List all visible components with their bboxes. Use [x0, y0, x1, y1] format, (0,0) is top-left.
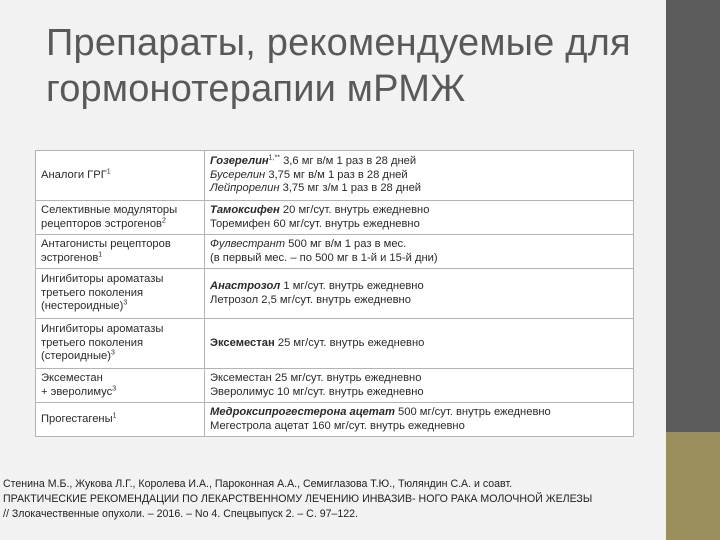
table-row — [36, 269, 634, 319]
side-decor-bar — [666, 0, 720, 432]
drug-name: Эксеместан — [210, 372, 272, 385]
dosage-cell — [205, 201, 634, 235]
drug-name: Торемифен — [210, 217, 271, 230]
dosage-line — [210, 204, 628, 217]
table-row — [36, 151, 634, 201]
dosage-line — [210, 337, 628, 350]
dosage-line — [210, 420, 628, 433]
drug-dose: 3,75 мг з/м 1 раз в 28 дней — [279, 182, 422, 195]
drug-name: Тамоксифен — [210, 204, 280, 217]
drug-dose: 10 мг/сут. внутрь ежедневно — [273, 385, 424, 398]
dosage-cell — [205, 403, 634, 437]
drug-dose: 500 мг/сут. внутрь ежедневно — [394, 406, 551, 419]
category-footnote-mark: 1 — [106, 168, 111, 176]
category-text: Ингибиторы ароматазы — [41, 323, 164, 336]
drug-dose: 160 мг/сут. внутрь ежедневно — [308, 419, 465, 432]
category-footnote-mark: 3 — [110, 349, 115, 357]
drug-table-container — [35, 150, 634, 437]
slide-title — [46, 20, 646, 112]
dosage-line — [210, 155, 628, 168]
drug-dose: 20 мг/сут. внутрь ежедневно — [279, 204, 430, 217]
table-row — [36, 235, 634, 269]
drug-dose: 1 мг/сут. внутрь ежедневно — [280, 280, 424, 293]
reference-line-1: Стенина М.Б., Жукова Л.Г., Королева И.А., Пароконная А.А., Семиглазова Т.Ю., Тюляндин С.А. и соавт. — [3, 478, 513, 490]
dosage-cell — [205, 369, 634, 403]
table-row — [36, 319, 634, 369]
drug-dose: (в первый мес. – по 500 мг в 1-й и 15-й дни) — [210, 251, 438, 264]
drug-name: Анастрозол — [210, 280, 281, 293]
dosage-line — [210, 252, 628, 265]
dosage-line — [210, 294, 628, 307]
category-cell — [36, 319, 205, 369]
category-text: (нестероидные)$^3$ — [41, 299, 128, 313]
drug-dose: 3,75 мг в/м 1 раз в 28 дней — [265, 168, 408, 181]
drug-dose: 25 мг/сут. внутрь ежедневно — [274, 336, 425, 349]
drug-name: Медроксипрогестерона ацетат — [210, 406, 395, 419]
drug-dose: 500 мг в/м 1 раз в мес. — [285, 238, 407, 251]
table-row — [36, 369, 634, 403]
category-text: эстрогенов$^1$ — [41, 250, 103, 264]
category-footnote-mark: 1 — [112, 412, 117, 420]
category-cell — [36, 151, 205, 201]
category-cell — [36, 369, 205, 403]
category-text: рецепторов эстрогенов$^2$ — [41, 216, 166, 230]
reference-line-3: // Злокачественные опухоли. – 2016. – No 4. Спецвыпуск 2. – С. 97–122. — [3, 508, 359, 520]
drug-dose: 2,5 мг/сут. внутрь ежедневно — [258, 293, 411, 306]
category-text: третьего поколения — [41, 336, 144, 349]
category-text: Аналоги ГРГ$^1$ — [41, 168, 111, 181]
dosage-cell — [205, 269, 634, 319]
category-footnote-mark: 3 — [123, 299, 128, 307]
category-text: (стероидные)$^3$ — [41, 349, 115, 363]
drug-dose: 60 мг/сут. внутрь ежедневно — [270, 217, 420, 230]
category-cell — [36, 201, 205, 235]
dosage-cell — [205, 235, 634, 269]
category-text: Антагонисты рецепторов — [41, 238, 171, 251]
category-cell — [36, 403, 205, 437]
dosage-line — [210, 238, 628, 251]
category-text: + эверолимус$^3$ — [41, 384, 117, 398]
table-row — [36, 403, 634, 437]
drug-dose: 3,6 мг в/м 1 раз в 28 дней — [279, 155, 417, 168]
category-cell — [36, 235, 205, 269]
drug-footnote-mark: 1,** — [268, 154, 280, 162]
drug-name: Эксеместан — [210, 336, 275, 349]
reference-line-2: ПРАКТИЧЕСКИЕ РЕКОМЕНДАЦИИ ПО ЛЕКАРСТВЕННОМУ ЛЕЧЕНИЮ ИНВАЗИВ- НОГО РАКА МОЛОЧНОЙ ЖЕЛЕЗЫ — [3, 493, 593, 505]
category-footnote-mark: 2 — [162, 216, 166, 224]
drug-dose: 25 мг/сут. внутрь ежедневно — [271, 372, 422, 385]
category-text: Прогестагены$^1$ — [41, 412, 117, 425]
drug-name: Летрозол — [210, 293, 259, 306]
dosage-line — [210, 182, 628, 195]
side-decor-accent — [666, 432, 720, 540]
drug-name: Лейпрорелин — [210, 182, 280, 195]
category-text: Ингибиторы ароматазы — [41, 273, 164, 286]
dosage-cell — [205, 319, 634, 369]
dosage-line — [210, 280, 628, 293]
dosage-line — [210, 372, 628, 385]
dosage-line — [210, 386, 628, 399]
dosage-line — [210, 218, 628, 231]
category-footnote-mark: 1 — [98, 250, 103, 258]
drug-table — [35, 150, 634, 437]
table-row — [36, 201, 634, 235]
drug-name: Гозерелин — [210, 155, 269, 168]
dosage-cell — [205, 151, 634, 201]
reference-citation — [3, 477, 643, 522]
category-text: третьего поколения — [41, 286, 144, 299]
title-line-2: гормонотерапии мРМЖ — [46, 68, 466, 110]
dosage-line — [210, 169, 628, 182]
drug-name: Эверолимус — [210, 385, 274, 398]
category-text: Селективные модуляторы — [41, 204, 178, 217]
drug-name: Фулвестрант — [210, 238, 286, 251]
title-line-1: Препараты, рекомендуемые для — [46, 22, 631, 64]
dosage-line — [210, 406, 628, 419]
drug-name: Бусерелин — [210, 168, 266, 181]
drug-name: Мегестрола ацетат — [210, 419, 309, 432]
category-cell — [36, 269, 205, 319]
category-footnote-mark: 3 — [112, 384, 117, 392]
category-text: Эксеместан — [41, 372, 103, 385]
